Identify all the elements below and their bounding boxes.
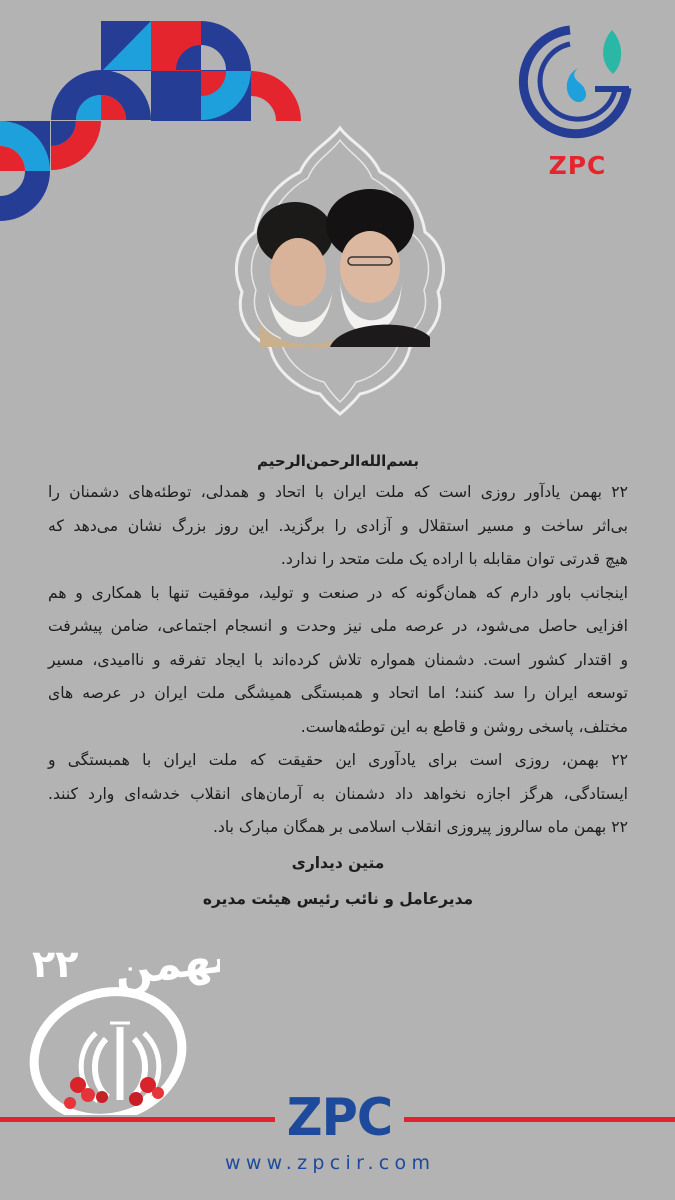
footer-brand: ZPC	[286, 1088, 393, 1148]
company-logo	[515, 18, 640, 178]
message-line: هیچ قدرتی توان مقابله با اراده یک ملت متحد را ندارد.	[280, 550, 628, 568]
footer-red-line-right	[404, 1117, 675, 1122]
leaders-portrait-frame	[220, 122, 460, 418]
website-link[interactable]: www.zpcir.com	[225, 1152, 436, 1174]
message-line: مختلف، پاسخی روشن و قاطع به این توطئه‌هاست.	[300, 717, 628, 736]
message-line: ۲۲ بهمن یادآور روزی است که ملت ایران با اتحاد و همدلی، توطئه‌های دشمنان را	[48, 483, 628, 501]
svg-text:بهمن: بهمن	[110, 935, 220, 998]
message-line: اینجانب باور دارم که همان‌گونه که در صنعت و تولید، موفقیت تنها با همکاری و هم	[48, 583, 628, 602]
footer-red-line-left	[0, 1117, 275, 1122]
signature-title: مدیرعامل و نائب رئیس هیئت مدیره	[202, 889, 474, 908]
message-line: بی‌اثر ساخت و مسیر استقلال و آزادی را برگزید. این روز بزرگ نشان می‌دهد که	[48, 516, 628, 535]
bahman-emblem-icon	[20, 935, 220, 1115]
message-line: ایستادگی، هرگز اجازه نخواهد داد دشمنان به آرمان‌های انقلاب خدشه‌ای وارد کنند.	[48, 784, 628, 803]
message-body	[48, 446, 628, 917]
message-line: ۲۲ بهمن، روزی است برای یادآوری این حقیقت که ملت ایران با همبستگی و	[48, 751, 628, 769]
message-line: توسعه ایران را سد کنند؛ اما اتحاد و همبستگی همیشگی ملت ایران در عرصه های	[48, 684, 628, 702]
logo-text: ZPC	[548, 151, 607, 180]
svg-text:۲۲: ۲۲	[32, 942, 79, 986]
message-line: و اقتدار کشور است. دشمنان همواره تلاش کرده‌اند با ایجاد تفرقه و ناامیدی، مسیر	[48, 650, 628, 669]
bahman-22-emblem	[20, 935, 220, 1115]
message-line: ۲۲ بهمن ماه سالروز پیروزی انقلاب اسلامی بر همگان مبارک باد.	[212, 818, 628, 836]
signature-name: متین دیداری	[291, 853, 385, 872]
bismillah-heading: بسم‌الله‌الرحمن‌الرحیم	[257, 452, 419, 470]
zpc-logo-icon	[515, 18, 640, 153]
message-line: افزایی حاصل می‌شود، در عرصه ملی نیز وحدت و انسجام اجتماعی، ضامن پیشرفت	[48, 617, 628, 635]
